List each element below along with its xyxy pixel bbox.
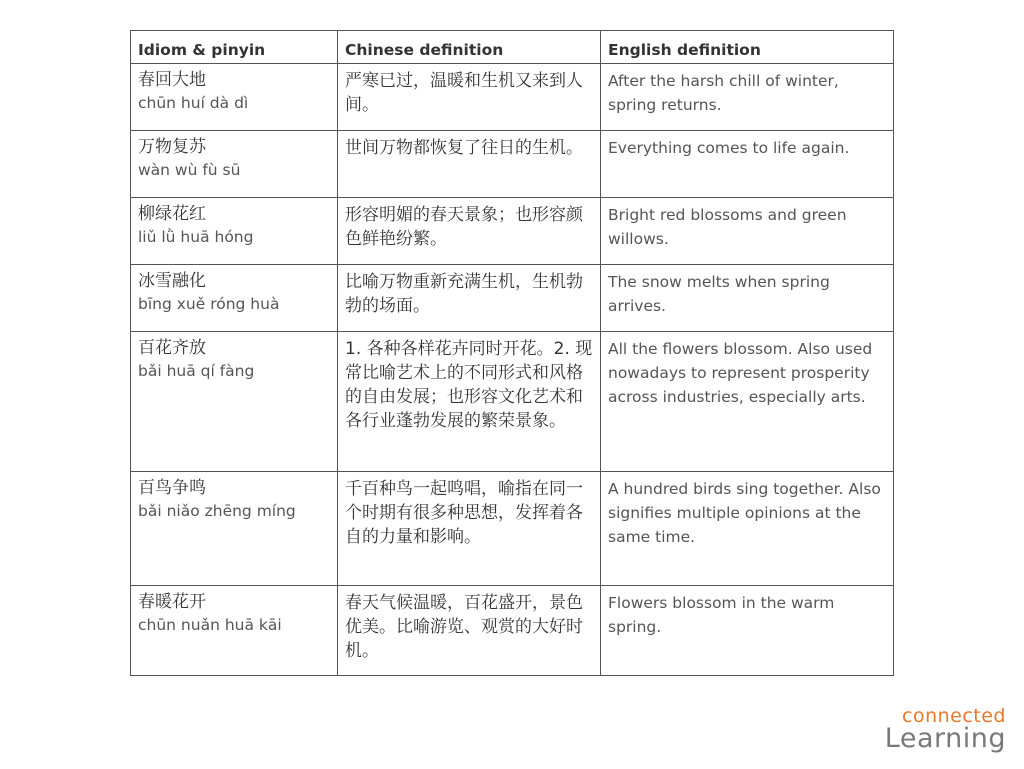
idiom-pinyin: wàn wù fù sū (138, 161, 241, 179)
idiom-cell (131, 586, 338, 676)
logo-line-1: connected (902, 705, 1006, 727)
idiom-table (130, 30, 894, 676)
chinese-definition-cell: 严寒已过，温暖和生机又来到人间。 (338, 64, 601, 131)
idiom-pinyin: bǎi niǎo zhēng míng (138, 502, 296, 520)
table-row (131, 265, 894, 332)
idiom-hanzi: 柳绿花红 (138, 204, 206, 224)
idiom-hanzi: 春回大地 (138, 70, 206, 90)
idiom-cell (131, 265, 338, 332)
table-row (131, 198, 894, 265)
english-definition-cell: All the flowers blossom. Also used nowadays to represent prosperity across industries, especially arts. (601, 332, 894, 472)
english-definition-cell: Bright red blossoms and green willows. (601, 198, 894, 265)
idiom-cell (131, 472, 338, 586)
table-row (131, 64, 894, 131)
idiom-hanzi: 百鸟争鸣 (138, 478, 206, 498)
table-header-row (131, 31, 894, 64)
idiom-cell (131, 64, 338, 131)
idiom-cell (131, 131, 338, 198)
idiom-hanzi: 冰雪融化 (138, 271, 206, 291)
idiom-pinyin: bīng xuě róng huà (138, 295, 280, 313)
header-english: English definition (601, 31, 894, 64)
table-row (131, 586, 894, 676)
connected-learning-logo (876, 705, 1006, 755)
table-row (131, 472, 894, 586)
english-definition-cell: Flowers blossom in the warm spring. (601, 586, 894, 676)
idiom-pinyin: liǔ lǜ huā hóng (138, 228, 254, 246)
idiom-hanzi: 春暖花开 (138, 592, 206, 612)
english-definition-cell: A hundred birds sing together. Also signifies multiple opinions at the same time. (601, 472, 894, 586)
english-definition-cell: Everything comes to life again. (601, 131, 894, 198)
idiom-cell (131, 198, 338, 265)
idiom-hanzi: 百花齐放 (138, 338, 206, 358)
idiom-pinyin: chūn huí dà dì (138, 94, 249, 112)
idiom-pinyin: chūn nuǎn huā kāi (138, 616, 282, 634)
english-definition-cell: After the harsh chill of winter, spring returns. (601, 64, 894, 131)
english-definition-cell: The snow melts when spring arrives. (601, 265, 894, 332)
chinese-definition-cell: 春天气候温暖，百花盛开，景色优美。比喻游览、观赏的大好时机。 (338, 586, 601, 676)
chinese-definition-cell: 世间万物都恢复了往日的生机。 (338, 131, 601, 198)
header-idiom: Idiom & pinyin (131, 31, 338, 64)
table-row (131, 131, 894, 198)
logo-line-2: Learning (884, 723, 1006, 754)
idiom-pinyin: bǎi huā qí fàng (138, 362, 255, 380)
header-chinese: Chinese definition (338, 31, 601, 64)
idiom-hanzi: 万物复苏 (138, 137, 206, 157)
chinese-definition-cell: 1. 各种各样花卉同时开花。2. 现常比喻艺术上的不同形式和风格的自由发展；也形容文化艺术和各行业蓬勃发展的繁荣景象。 (338, 332, 601, 472)
chinese-definition-cell: 千百种鸟一起鸣唱，喻指在同一个时期有很多种思想，发挥着各自的力量和影响。 (338, 472, 601, 586)
chinese-definition-cell: 形容明媚的春天景象；也形容颜色鲜艳纷繁。 (338, 198, 601, 265)
chinese-definition-cell: 比喻万物重新充满生机，生机勃勃的场面。 (338, 265, 601, 332)
idiom-cell (131, 332, 338, 472)
table-row (131, 332, 894, 472)
